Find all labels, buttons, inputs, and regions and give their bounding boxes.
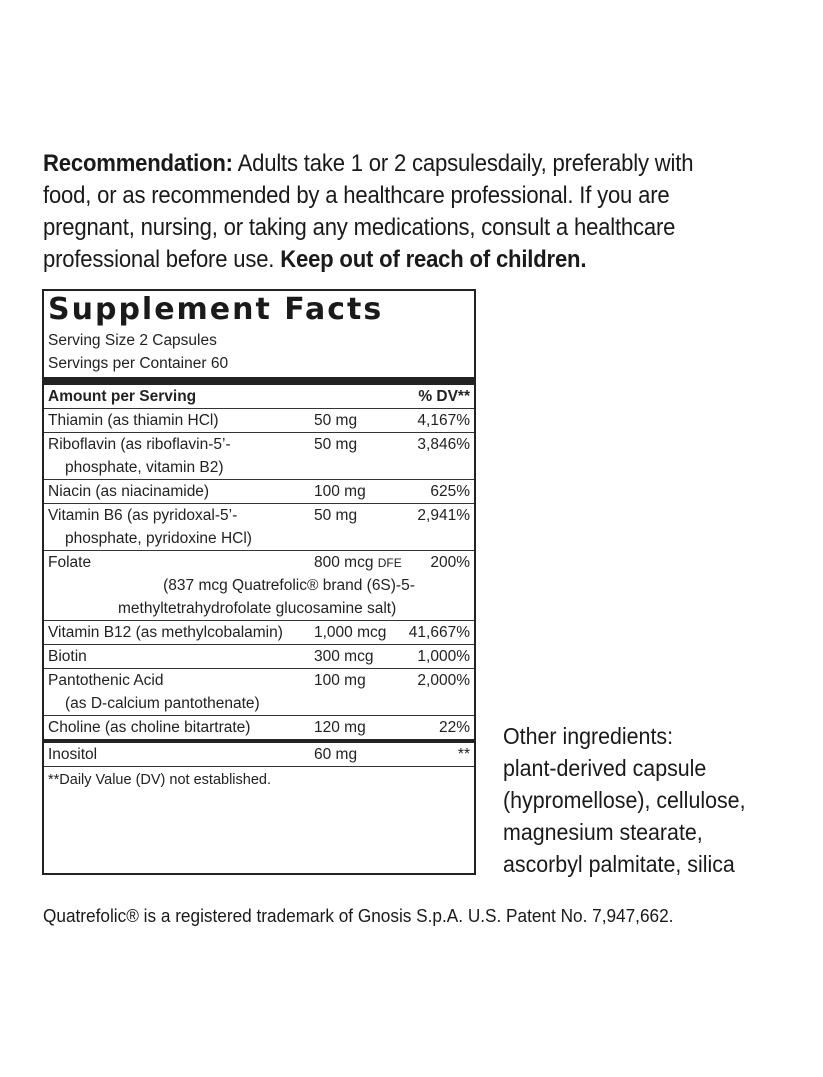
nutrient-amount [314,551,402,575]
nutrient-row-vitamin-b6 [44,504,474,551]
nutrient-source: phosphate, pyridoxine HCl) [65,530,252,547]
folate-amount-unit: DFE [377,556,402,570]
nutrient-row-vitamin-b12 [44,621,474,645]
nutrient-amount: 50 mg [314,412,358,429]
nutrient-dv: 2,000% [417,672,470,689]
nutrient-amount: 100 mg [314,483,366,500]
servings-per-container: Servings per Container 60 [48,355,229,372]
facts-header-row [44,385,474,409]
nutrient-row-folate [44,551,474,621]
folate-source-line1: (837 mcg Quatrefolic® brand (6S)-5- [163,577,415,594]
other-ingredients-label: Other ingredients: [503,723,674,749]
amount-per-serving-header: Amount per Serving [48,388,197,405]
nutrient-name: Vitamin B12 (as methylcobalamin) [48,624,283,641]
nutrient-row-riboflavin [44,433,474,480]
nutrient-dv: 200% [430,554,470,571]
nutrient-row-thiamin [44,409,474,433]
recommendation-label: Recommendation: [43,150,233,177]
other-ingredients [503,720,782,880]
nutrient-dv: 1,000% [417,648,470,665]
dv-footnote: **Daily Value (DV) not established. [48,772,271,788]
thick-divider [44,377,474,385]
nutrient-amount: 60 mg [314,746,358,763]
folate-amount-value: 800 mcg [314,554,374,571]
other-ingredients-line: ascorbyl palmitate, silica [503,851,735,877]
recommendation-body: Adults take 1 or 2 capsulesdaily, preferably with food, or as recommended by a healthcare professional. If you are pregnant, nursing, or taking any medications, consult a healthcare professional before use. [43,150,694,273]
nutrient-row-inositol [44,743,474,767]
nutrient-name: Niacin (as niacinamide) [48,483,210,500]
nutrient-name: Riboflavin (as riboflavin-5’- [48,436,231,453]
nutrient-name: Inositol [48,746,98,763]
recommendation-text [43,148,724,276]
facts-title: Supplement Facts [48,292,384,327]
nutrient-name: Vitamin B6 (as pyridoxal-5’- [48,507,238,524]
nutrient-row-biotin [44,645,474,669]
other-ingredients-line: plant-derived capsule [503,755,707,781]
serving-size: Serving Size 2 Capsules [48,332,217,349]
nutrient-row-choline [44,716,474,739]
trademark-notice: Quatrefolic® is a registered trademark of Gnosis S.p.A. U.S. Patent No. 7,947,662. [43,905,674,926]
supplement-facts-panel [42,289,476,875]
nutrient-name: Biotin [48,648,87,665]
nutrient-dv: 625% [430,483,470,500]
nutrient-name: Choline (as choline bitartrate) [48,719,251,736]
nutrient-row-niacin [44,480,474,504]
nutrient-amount: 120 mg [314,719,366,736]
dv-header: % DV** [418,388,470,405]
nutrient-dv: 3,846% [417,436,470,453]
safety-warning: Keep out of reach of children. [280,246,587,273]
nutrient-amount: 50 mg [314,507,358,524]
nutrient-name: Pantothenic Acid [48,672,164,689]
nutrient-amount: 300 mcg [314,648,374,665]
nutrient-source: (as D-calcium pantothenate) [65,695,260,712]
nutrient-dv: 2,941% [417,507,470,524]
nutrient-source: phosphate, vitamin B2) [65,459,224,476]
nutrient-row-pantothenic-acid [44,669,474,716]
other-ingredients-line: (hypromellose), cellulose, [503,787,746,813]
nutrient-name: Thiamin (as thiamin HCl) [48,412,219,429]
nutrient-name: Folate [48,554,92,571]
nutrient-dv: 4,167% [417,412,470,429]
nutrient-dv: 22% [438,719,470,736]
nutrient-dv: 41,667% [408,624,470,641]
folate-source-line2: methyltetrahydrofolate glucosamine salt) [118,600,397,617]
nutrient-amount: 100 mg [314,672,366,689]
other-ingredients-line: magnesium stearate, [503,819,703,845]
nutrient-dv: ** [457,746,470,763]
nutrient-amount: 1,000 mcg [314,624,387,641]
nutrient-amount: 50 mg [314,436,358,453]
